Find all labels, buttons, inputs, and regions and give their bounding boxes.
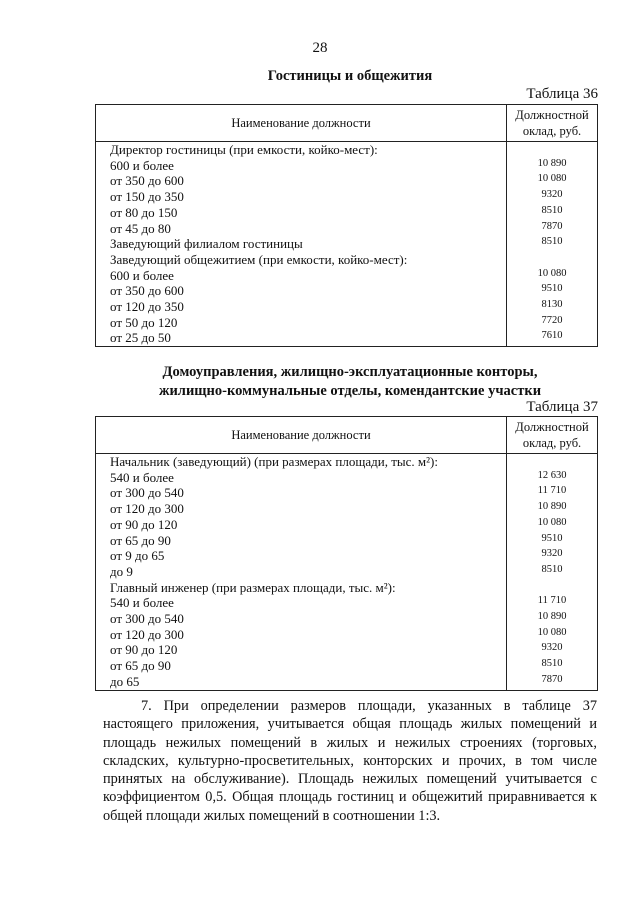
table-row bbox=[96, 611, 598, 627]
salary-value: 8510 bbox=[507, 205, 598, 221]
position-name: от 350 до 600 bbox=[110, 173, 184, 189]
salary-value: 10 080 bbox=[507, 268, 598, 284]
section-title-housing-line1: Домоуправления, жилищно-эксплуатационные конторы, bbox=[162, 364, 538, 380]
position-name: от 350 до 600 bbox=[110, 283, 184, 299]
table-row bbox=[96, 580, 598, 596]
table-row bbox=[96, 627, 598, 643]
salary-value: 9510 bbox=[507, 533, 598, 549]
position-name: от 90 до 120 bbox=[110, 642, 178, 658]
salary-value: 7870 bbox=[507, 221, 598, 237]
salary-value: 7610 bbox=[507, 330, 598, 346]
table-row bbox=[96, 142, 598, 158]
salary-value: 11 710 bbox=[507, 595, 598, 611]
position-name: до 9 bbox=[110, 563, 133, 579]
position-name: от 65 до 90 bbox=[110, 658, 171, 674]
table-37-body bbox=[96, 454, 598, 691]
position-name: от 120 до 350 bbox=[110, 299, 184, 315]
position-name: от 80 до 150 bbox=[110, 204, 178, 220]
paragraph-7: 7. При определении размеров площади, указанных в таблице 37 настоящего приложения, учитывается общая площадь жилых помещений и площадь нежилых помещений в жилых и нежилых строениях (торговых, складских, культурно-просветительных, конторских и прочих, в том числе принятых на обслуживание). Площадь нежилых помещений учитывается с коэффициентом 0,5. Общая площадь гостиниц и общежитий приравнивается к общей площади жилых помещений в соотношении 1:3. bbox=[103, 698, 597, 824]
table-row bbox=[96, 470, 598, 486]
table-row bbox=[96, 564, 598, 580]
position-name: от 120 до 300 bbox=[110, 501, 184, 517]
table-row bbox=[96, 221, 598, 237]
position-name: 540 и более bbox=[110, 469, 174, 485]
table-row bbox=[96, 485, 598, 501]
salary-value bbox=[507, 142, 598, 158]
table-36-body bbox=[96, 142, 598, 347]
table-label-36: Таблица 36 bbox=[526, 86, 598, 102]
table-row bbox=[96, 205, 598, 221]
table-row bbox=[96, 173, 598, 189]
table-row bbox=[96, 454, 598, 470]
table-label-37: Таблица 37 bbox=[526, 399, 598, 415]
table-row bbox=[96, 501, 598, 517]
salary-value bbox=[507, 252, 598, 268]
salary-value: 9320 bbox=[507, 189, 598, 205]
table-row bbox=[96, 533, 598, 549]
position-name: от 9 до 65 bbox=[110, 548, 165, 564]
column-header-position: Наименование должности bbox=[96, 417, 507, 454]
table-row bbox=[96, 236, 598, 252]
column-header-salary bbox=[507, 417, 598, 454]
position-name: от 300 до 540 bbox=[110, 485, 184, 501]
salary-value: 9510 bbox=[507, 283, 598, 299]
table-row bbox=[96, 674, 598, 690]
salary-value: 8510 bbox=[507, 564, 598, 580]
salary-value: 7720 bbox=[507, 315, 598, 331]
salary-value bbox=[507, 454, 598, 470]
table-row bbox=[96, 517, 598, 533]
position-name: от 50 до 120 bbox=[110, 314, 178, 330]
salary-value: 8510 bbox=[507, 658, 598, 674]
salary-value: 10 890 bbox=[507, 501, 598, 517]
salary-value: 8510 bbox=[507, 236, 598, 252]
salary-header-line2: оклад, руб. bbox=[522, 124, 582, 138]
position-name: от 25 до 50 bbox=[110, 330, 171, 346]
position-name: Директор гостиницы (при емкости, койко-мест): bbox=[110, 142, 378, 157]
column-header-salary bbox=[507, 105, 598, 142]
position-name: от 65 до 90 bbox=[110, 532, 171, 548]
salary-value: 10 080 bbox=[507, 517, 598, 533]
position-name: 600 и более bbox=[110, 267, 174, 283]
salary-value bbox=[507, 580, 598, 596]
position-name: Заведующий филиалом гостиницы bbox=[110, 236, 303, 252]
table-row bbox=[96, 658, 598, 674]
position-name: от 45 до 80 bbox=[110, 220, 171, 236]
salary-value: 7870 bbox=[507, 674, 598, 690]
salary-value: 10 890 bbox=[507, 158, 598, 174]
section-title-housing-line2: жилищно-коммунальные отделы, комендантские участки bbox=[158, 383, 542, 399]
position-name: 600 и более bbox=[110, 157, 174, 173]
column-header-position: Наименование должности bbox=[96, 105, 507, 142]
table-row bbox=[96, 642, 598, 658]
position-name: от 90 до 120 bbox=[110, 516, 178, 532]
position-name: от 120 до 300 bbox=[110, 626, 184, 642]
section-title-hotels: Гостиницы и общежития bbox=[267, 68, 433, 84]
salary-value: 10 080 bbox=[507, 627, 598, 643]
salary-value: 8130 bbox=[507, 299, 598, 315]
salary-header-line1: Должностной bbox=[515, 108, 589, 122]
table-row bbox=[96, 315, 598, 331]
table-row bbox=[96, 595, 598, 611]
table-row bbox=[96, 330, 598, 346]
table-row bbox=[96, 299, 598, 315]
salary-value: 11 710 bbox=[507, 485, 598, 501]
table-row bbox=[96, 252, 598, 268]
table-row bbox=[96, 283, 598, 299]
position-name: Главный инженер (при размерах площади, тыс. м²): bbox=[110, 579, 396, 595]
table-row bbox=[96, 189, 598, 205]
table-37 bbox=[95, 416, 598, 691]
table-row bbox=[96, 268, 598, 284]
salary-header-line2: оклад, руб. bbox=[522, 436, 582, 450]
salary-value: 10 890 bbox=[507, 611, 598, 627]
table-row bbox=[96, 158, 598, 174]
position-name: от 150 до 350 bbox=[110, 189, 184, 205]
salary-value: 12 630 bbox=[507, 470, 598, 486]
salary-header-line1: Должностной bbox=[515, 420, 589, 434]
salary-value: 9320 bbox=[507, 548, 598, 564]
position-name: до 65 bbox=[110, 673, 140, 689]
position-name: 540 и более bbox=[110, 595, 174, 611]
position-name: от 300 до 540 bbox=[110, 611, 184, 627]
table-row bbox=[96, 548, 598, 564]
position-name: Начальник (заведующий) (при размерах площади, тыс. м²): bbox=[110, 454, 438, 469]
page-number: 28 bbox=[312, 40, 328, 56]
position-name: Заведующий общежитием (при емкости, койко-мест): bbox=[110, 251, 408, 267]
salary-value: 9320 bbox=[507, 642, 598, 658]
table-36 bbox=[95, 104, 598, 347]
salary-value: 10 080 bbox=[507, 173, 598, 189]
